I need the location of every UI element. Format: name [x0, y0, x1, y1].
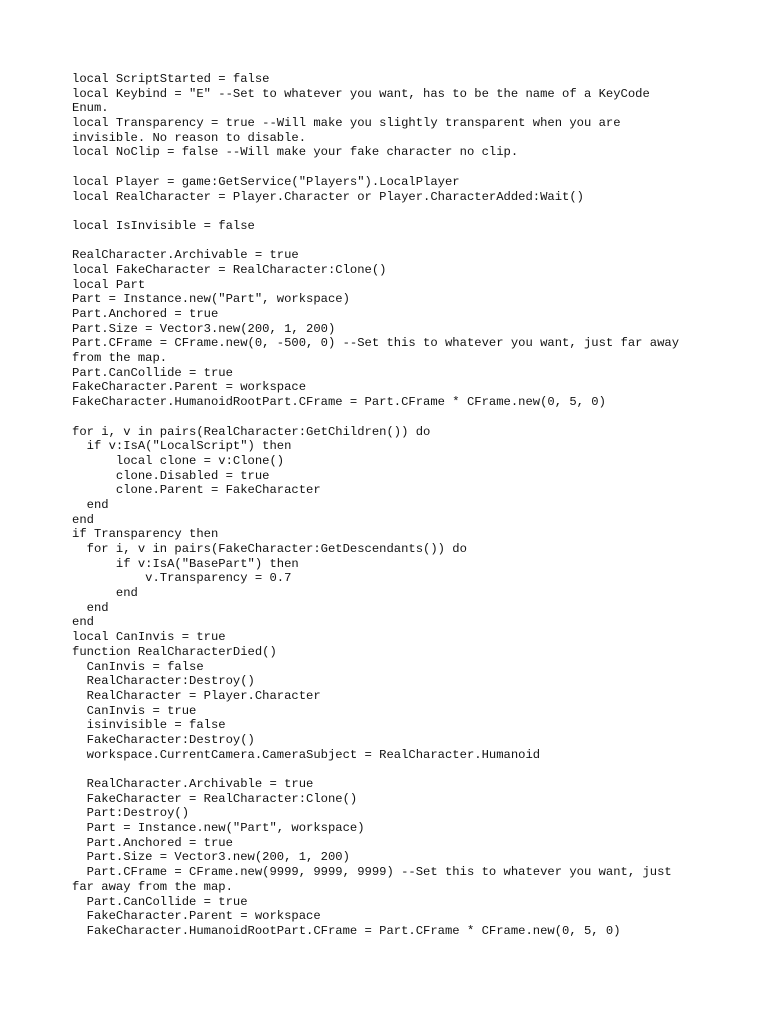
code-line: workspace.CurrentCamera.CameraSubject = RealCharacter.Humanoid [72, 747, 541, 762]
code-line: local clone = v:Clone() [72, 453, 285, 468]
code-line: Part.Anchored = true [72, 835, 233, 850]
code-line: if v:IsA("LocalScript") then [72, 439, 292, 454]
code-line [72, 410, 712, 425]
code-line: local Transparency = true --Will make you slightly transparent when you are [72, 116, 621, 131]
code-line: end [72, 512, 94, 527]
code-line: RealCharacter.Archivable = true [72, 248, 299, 263]
code-line: Part.Size = Vector3.new(200, 1, 200) [72, 850, 350, 865]
code-line: Part.CFrame = CFrame.new(0, -500, 0) --Set this to whatever you want, just far away [72, 336, 680, 351]
code-line: invisible. No reason to disable. [72, 130, 307, 145]
code-line: FakeCharacter.Parent = workspace [72, 909, 321, 924]
code-line: local NoClip = false --Will make your fake character no clip. [72, 145, 519, 160]
code-line: far away from the map. [72, 879, 233, 894]
code-line: from the map. [72, 351, 168, 366]
code-line: local FakeCharacter = RealCharacter:Clone() [72, 262, 387, 277]
code-line: clone.Parent = FakeCharacter [72, 483, 321, 498]
code-line: local Player = game:GetService("Players").LocalPlayer [72, 174, 460, 189]
code-line: Part.CFrame = CFrame.new(9999, 9999, 9999) --Set this to whatever you want, just [72, 865, 672, 880]
code-line: FakeCharacter = RealCharacter:Clone() [72, 791, 358, 806]
code-line: local IsInvisible = false [72, 218, 255, 233]
code-line: isinvisible = false [72, 718, 226, 733]
code-line: clone.Disabled = true [72, 468, 270, 483]
code-line: end [72, 600, 109, 615]
code-line: if v:IsA("BasePart") then [72, 556, 299, 571]
code-line: RealCharacter.Archivable = true [72, 777, 314, 791]
code-line: local RealCharacter = Player.Character or Player.CharacterAdded:Wait() [72, 189, 584, 204]
code-line: end [72, 615, 94, 630]
code-line: Part.CanCollide = true [72, 365, 233, 380]
code-line: for i, v in pairs(RealCharacter:GetChildren()) do [72, 424, 431, 439]
code-line: end [72, 497, 109, 512]
code-line: for i, v in pairs(FakeCharacter:GetDescendants()) do [72, 542, 467, 556]
code-line: Part.CanCollide = true [72, 894, 248, 909]
code-line: FakeCharacter:Destroy() [72, 732, 255, 747]
code-line: Part.Size = Vector3.new(200, 1, 200) [72, 321, 336, 336]
code-line: Part.Anchored = true [72, 307, 219, 321]
code-line: end [72, 586, 138, 601]
code-line: FakeCharacter.HumanoidRootPart.CFrame = Part.CFrame * CFrame.new(0, 5, 0) [72, 923, 621, 938]
code-line: CanInvis = true [72, 703, 197, 718]
code-line [72, 234, 712, 249]
code-line: FakeCharacter.HumanoidRootPart.CFrame = Part.CFrame * CFrame.new(0, 5, 0) [72, 395, 606, 410]
code-line [72, 762, 712, 777]
code-line: Enum. [72, 101, 109, 116]
code-line: function RealCharacterDied() [72, 644, 277, 659]
code-line: local Part [72, 277, 146, 292]
code-line: if Transparency then [72, 527, 219, 542]
code-line: FakeCharacter.Parent = workspace [72, 380, 307, 395]
code-line [72, 204, 712, 219]
code-line [72, 160, 712, 175]
code-line: RealCharacter = Player.Character [72, 688, 321, 703]
code-line: CanInvis = false [72, 659, 204, 674]
code-line: local Keybind = "E" --Set to whatever you want, has to be the name of a KeyCode [72, 86, 650, 101]
code-line: Part = Instance.new("Part", workspace) [72, 821, 365, 836]
code-line: Part:Destroy() [72, 806, 190, 821]
code-block [72, 72, 712, 939]
code-line: v.Transparency = 0.7 [72, 571, 292, 586]
code-line: RealCharacter:Destroy() [72, 674, 255, 689]
code-line: Part = Instance.new("Part", workspace) [72, 292, 350, 307]
code-line: local ScriptStarted = false [72, 72, 270, 86]
code-line: local CanInvis = true [72, 630, 226, 645]
